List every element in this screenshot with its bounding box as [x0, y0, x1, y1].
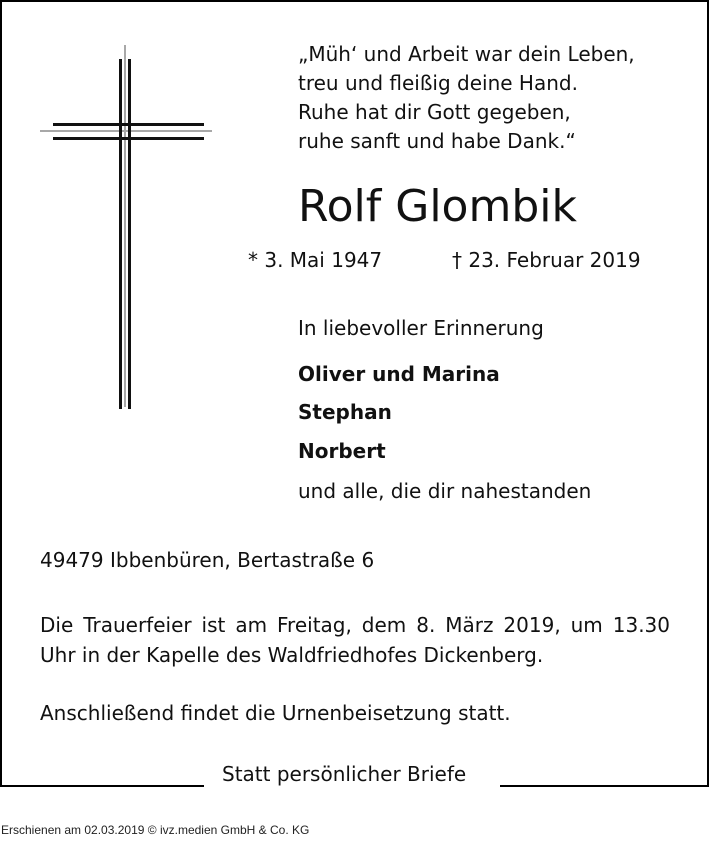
burial-text: Anschließend findet die Urnenbeisetzung statt.: [40, 701, 511, 725]
death-date: † 23. Februar 2019: [452, 248, 641, 272]
cross-icon: [40, 45, 215, 410]
mourner-name: Norbert: [298, 439, 386, 463]
verse-line: „Müh‘ und Arbeit war dein Leben,: [298, 42, 635, 66]
deceased-name: Rolf Glombik: [298, 181, 577, 232]
frame-top-border: [0, 0, 709, 2]
verse-line: Ruhe hat dir Gott gegeben,: [298, 100, 571, 124]
address: 49479 Ibbenbüren, Bertastraße 6: [40, 548, 375, 572]
publication-note: Erschienen am 02.03.2019 © ivz.medien GmbH & Co. KG: [1, 823, 310, 837]
footer-rule-right: [500, 785, 709, 787]
memory-intro: In liebevoller Erinnerung: [298, 316, 544, 340]
footer-label: Statt persönlicher Briefe: [222, 762, 467, 786]
footer-rule-left: [0, 785, 204, 787]
mourner-name: Oliver und Marina: [298, 362, 500, 386]
verse-line: treu und fleißig deine Hand.: [298, 71, 578, 95]
verse: [298, 40, 635, 156]
mourners-closing: und alle, die dir nahestanden: [298, 479, 592, 503]
service-text: Die Trauerfeier ist am Freitag, dem 8. März 2019, um 13.30 Uhr in der Kapelle des Waldfriedhofes Dickenberg.: [40, 613, 670, 667]
birth-date: * 3. Mai 1947: [248, 248, 383, 272]
frame-left-border: [0, 0, 2, 787]
verse-line: ruhe sanft und habe Dank.“: [298, 129, 576, 153]
mourner-name: Stephan: [298, 400, 392, 424]
